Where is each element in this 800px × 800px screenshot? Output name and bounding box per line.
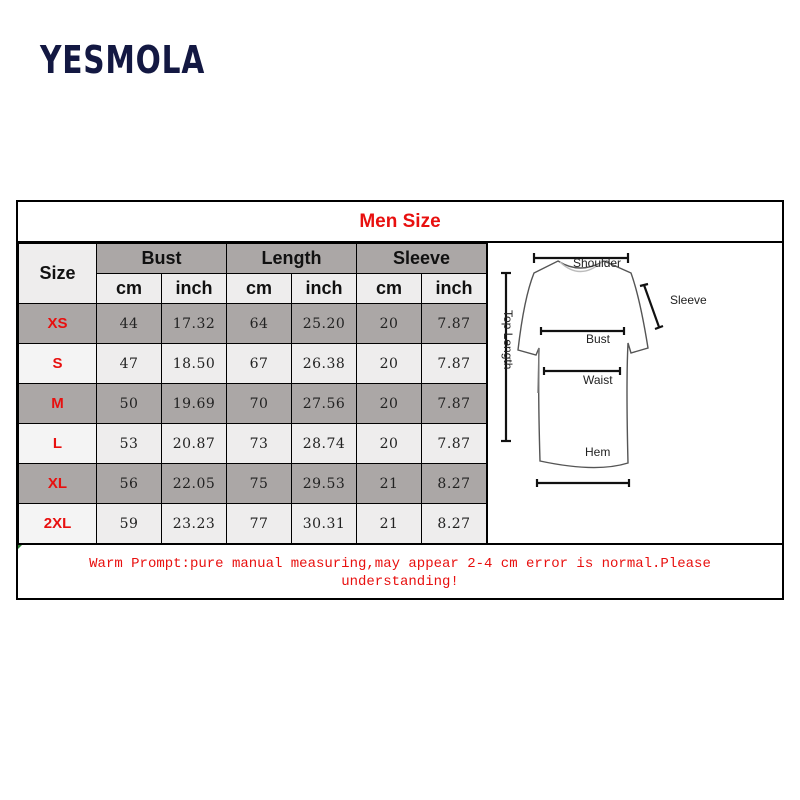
- size-label: L: [19, 424, 97, 464]
- table-row: [19, 304, 487, 344]
- table-cell: 25.20: [292, 304, 357, 344]
- table-cell: 20: [357, 384, 422, 424]
- waist-label: Waist: [583, 373, 613, 387]
- size-chart: [16, 200, 784, 600]
- tshirt-measurement-diagram: [486, 243, 782, 543]
- table-cell: 21: [357, 504, 422, 544]
- brand-logo: YESMOLA: [40, 38, 206, 82]
- header-row-groups: [19, 244, 487, 274]
- table-cell: 75: [227, 464, 292, 504]
- table-cell: 20: [357, 304, 422, 344]
- table-cell: 8.27: [422, 504, 487, 544]
- table-cell: 21: [357, 464, 422, 504]
- unit-header: inch: [292, 274, 357, 304]
- size-label: XS: [19, 304, 97, 344]
- table-cell: 47: [97, 344, 162, 384]
- unit-header: cm: [357, 274, 422, 304]
- table-cell: 19.69: [162, 384, 227, 424]
- table-row: [19, 384, 487, 424]
- table-cell: 26.38: [292, 344, 357, 384]
- size-header: Size: [19, 244, 97, 304]
- sleeve-label: Sleeve: [670, 293, 707, 307]
- table-cell: 7.87: [422, 424, 487, 464]
- table-cell: 70: [227, 384, 292, 424]
- table-cell: 17.32: [162, 304, 227, 344]
- table-cell: 53: [97, 424, 162, 464]
- size-label: 2XL: [19, 504, 97, 544]
- table-cell: 50: [97, 384, 162, 424]
- tshirt-icon: [488, 243, 782, 543]
- table-cell: 77: [227, 504, 292, 544]
- table-cell: 7.87: [422, 304, 487, 344]
- table-row: [19, 504, 487, 544]
- table-row: [19, 344, 487, 384]
- table-cell: 44: [97, 304, 162, 344]
- table-cell: 30.31: [292, 504, 357, 544]
- table-cell: 29.53: [292, 464, 357, 504]
- size-label: M: [19, 384, 97, 424]
- bust-header: Bust: [97, 244, 227, 274]
- unit-header: cm: [227, 274, 292, 304]
- table-row: [19, 424, 487, 464]
- table-cell: 20.87: [162, 424, 227, 464]
- table-cell: 27.56: [292, 384, 357, 424]
- length-header: Length: [227, 244, 357, 274]
- table-row: [19, 464, 487, 504]
- table-cell: 7.87: [422, 384, 487, 424]
- warm-prompt-note: Warm Prompt:pure manual measuring,may appear 2-4 cm error is normal.Please understanding!: [18, 543, 782, 598]
- top-length-label: Top Length: [501, 310, 515, 370]
- shoulder-label: Shoulder: [573, 256, 622, 270]
- table-cell: 23.23: [162, 504, 227, 544]
- table-cell: 20: [357, 424, 422, 464]
- bust-label: Bust: [586, 332, 611, 346]
- table-cell: 18.50: [162, 344, 227, 384]
- table-cell: 64: [227, 304, 292, 344]
- table-cell: 67: [227, 344, 292, 384]
- table-cell: 59: [97, 504, 162, 544]
- size-label: XL: [19, 464, 97, 504]
- table-cell: 28.74: [292, 424, 357, 464]
- table-cell: 22.05: [162, 464, 227, 504]
- unit-header: cm: [97, 274, 162, 304]
- size-table: [18, 243, 487, 544]
- table-cell: 7.87: [422, 344, 487, 384]
- hem-label: Hem: [585, 445, 611, 459]
- table-cell: 8.27: [422, 464, 487, 504]
- chart-title: Men Size: [18, 202, 782, 243]
- table-cell: 20: [357, 344, 422, 384]
- size-label: S: [19, 344, 97, 384]
- sleeve-header: Sleeve: [357, 244, 487, 274]
- unit-header: inch: [422, 274, 487, 304]
- unit-header: inch: [162, 274, 227, 304]
- table-cell: 56: [97, 464, 162, 504]
- table-cell: 73: [227, 424, 292, 464]
